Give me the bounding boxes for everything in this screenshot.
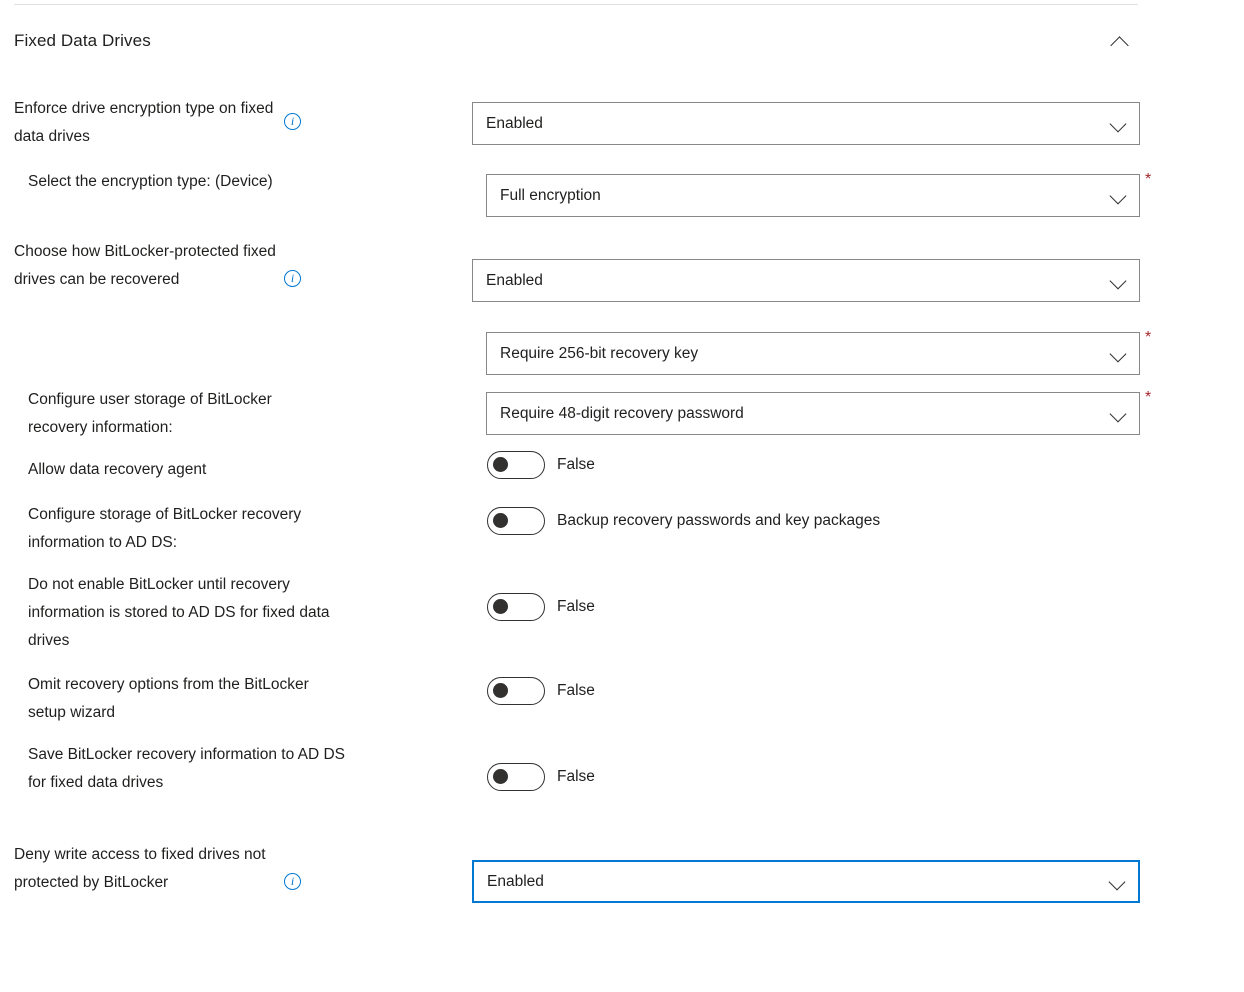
dropdown-value: Enabled [486, 114, 543, 132]
section-title: Fixed Data Drives [14, 31, 151, 50]
toggle-knob [493, 513, 508, 528]
section-header-fixed-data-drives[interactable] [14, 24, 1138, 58]
dropdown-configure-user-storage[interactable] [486, 392, 1140, 435]
chevron-down-icon [1111, 116, 1127, 132]
setting-label: Save BitLocker recovery information to AD DS for fixed data drives [28, 746, 346, 791]
toggle-knob [493, 599, 508, 614]
setting-label: Deny write access to fixed drives not protected by BitLocker [14, 846, 266, 891]
setting-label: Omit recovery options from the BitLocker setup wizard [28, 676, 309, 721]
dropdown-value: Enabled [487, 872, 544, 890]
toggle-save-recovery-info-adds[interactable] [487, 763, 545, 791]
info-icon[interactable]: i [284, 113, 301, 130]
toggle-knob [493, 457, 508, 472]
info-icon[interactable]: i [284, 270, 301, 287]
toggle-value: False [557, 768, 595, 785]
setting-label: Choose how BitLocker-protected fixed drives can be recovered [14, 243, 276, 288]
toggle-knob [493, 769, 508, 784]
required-indicator: * [1145, 389, 1152, 406]
chevron-down-icon [1110, 874, 1126, 890]
chevron-down-icon [1111, 406, 1127, 422]
setting-label: Configure storage of BitLocker recovery information to AD DS: [28, 506, 302, 551]
toggle-configure-storage-adds[interactable] [487, 507, 545, 535]
chevron-down-icon [1111, 346, 1127, 362]
required-indicator: * [1145, 329, 1152, 346]
top-divider [14, 4, 1138, 5]
setting-label: Configure user storage of BitLocker recovery information: [28, 391, 272, 436]
toggle-value: False [557, 598, 595, 615]
dropdown-select-encryption-type[interactable] [486, 174, 1140, 217]
chevron-down-icon [1111, 273, 1127, 289]
dropdown-value: Enabled [486, 271, 543, 289]
toggle-knob [493, 683, 508, 698]
dropdown-value: Require 48-digit recovery password [500, 404, 744, 422]
toggle-omit-recovery-options[interactable] [487, 677, 545, 705]
toggle-value: Backup recovery passwords and key packages [557, 512, 881, 529]
dropdown-choose-recovery-method[interactable] [472, 259, 1140, 302]
setting-label: Do not enable BitLocker until recovery information is stored to AD DS for fixed data drives [28, 576, 330, 649]
toggle-value: False [557, 456, 595, 473]
dropdown-value: Require 256-bit recovery key [500, 344, 699, 362]
chevron-up-icon[interactable] [1108, 28, 1134, 54]
dropdown-recovery-key[interactable] [486, 332, 1140, 375]
toggle-allow-data-recovery-agent[interactable] [487, 451, 545, 479]
toggle-value: False [557, 682, 595, 699]
toggle-do-not-enable-until-stored[interactable] [487, 593, 545, 621]
dropdown-value: Full encryption [500, 186, 601, 204]
setting-label: Enforce drive encryption type on fixed data drives [14, 100, 274, 145]
setting-label: Allow data recovery agent [28, 461, 207, 478]
required-indicator: * [1145, 171, 1152, 188]
setting-label: Select the encryption type: (Device) [28, 173, 273, 190]
info-icon[interactable]: i [284, 873, 301, 890]
dropdown-enforce-drive-encryption-type[interactable] [472, 102, 1140, 145]
dropdown-deny-write-access[interactable] [472, 860, 1140, 903]
chevron-down-icon [1111, 188, 1127, 204]
